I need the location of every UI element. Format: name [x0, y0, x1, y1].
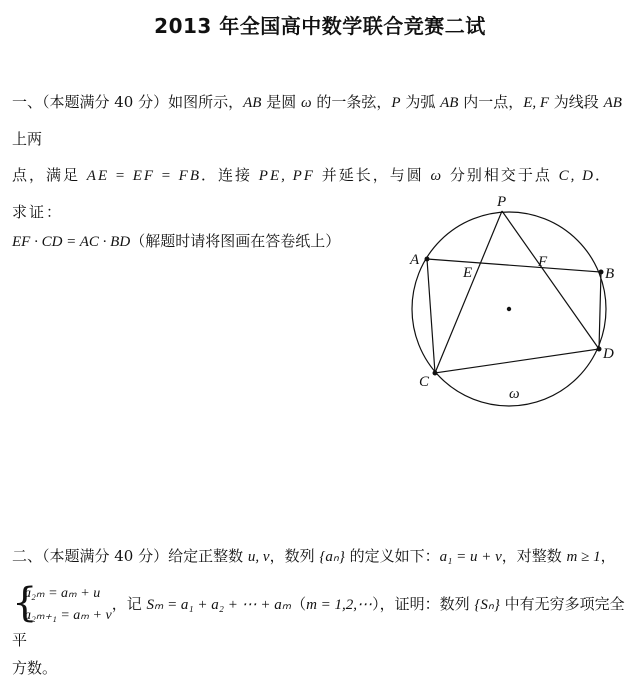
- problem-2-line-3: 方数。: [12, 659, 58, 677]
- segment-pd: [502, 211, 599, 349]
- label-d: D: [603, 346, 614, 362]
- point-b: [599, 270, 604, 275]
- point-d: [597, 347, 602, 352]
- label-f: F: [538, 254, 548, 270]
- circle-diagram: [405, 188, 630, 410]
- problem-1-line-3: EF · CD = AC · BD（解题时请将图画在答卷纸上）: [12, 232, 341, 250]
- segment-lines: [427, 259, 601, 373]
- label-p: P: [497, 194, 507, 210]
- point-c: [433, 371, 438, 376]
- page-title: 2013 年全国高中数学联合竞赛二试: [154, 14, 486, 38]
- label-c: C: [419, 374, 430, 390]
- recurrence-system: { a₂ₘ = aₘ + u a₂ₘ₊₁ = aₘ + v: [12, 583, 112, 627]
- label-e: E: [463, 265, 473, 281]
- problem-2-line-1: 二、（本题满分 40 分）给定正整数 u, v，数列 {aₙ} 的定义如下：a₁ = u + v，对整数 m ≥ 1，: [12, 547, 616, 565]
- label-omega: ω: [509, 386, 520, 402]
- point-a: [425, 257, 430, 262]
- label-b: B: [605, 266, 615, 282]
- problem-1-line-1: 一、（本题满分 40 分）如图所示，AB 是圆 ω 的一条弦，P 为弧 AB 内一点，E, F 为线段 AB 上两: [12, 93, 622, 148]
- problem-1-line-2: 点，满足 AE = EF = FB．连接 PE, PF 并延长，与圆 ω 分别相交于点 C, D．求证：: [12, 166, 612, 221]
- label-a: A: [410, 252, 420, 268]
- problem-2-line-2: { a₂ₘ = aₘ + u a₂ₘ₊₁ = aₘ + v ，记 Sₘ = a₁ + a₂ + ⋯ + aₘ（m = 1,2,⋯），证明：数列 {Sₙ} 中有无穷多项完全平: [12, 583, 628, 653]
- center-point: [507, 307, 511, 311]
- problem-2: [12, 538, 628, 683]
